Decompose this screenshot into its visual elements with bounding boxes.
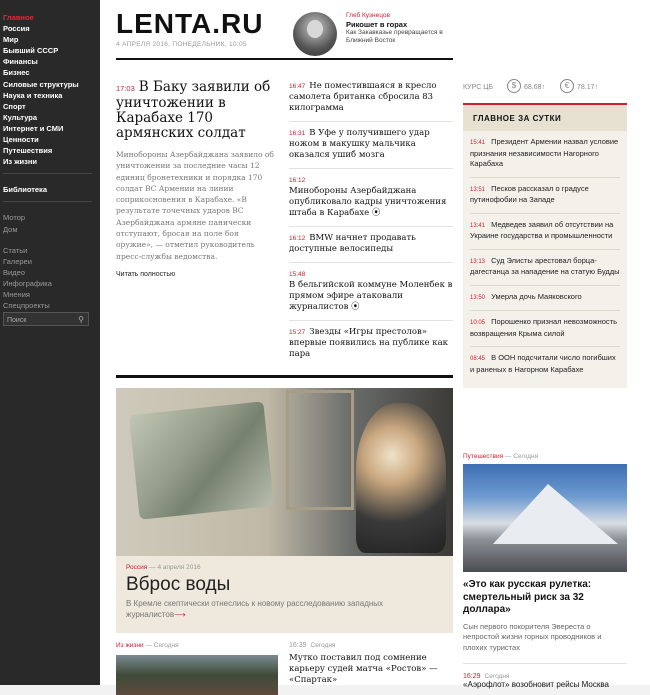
life-rubric bbox=[116, 642, 278, 649]
daily-title[interactable]: Умерла дочь Маяковского bbox=[491, 291, 582, 301]
daily-time: 08:45 bbox=[470, 356, 486, 362]
life-rubric-label[interactable]: Из жизни bbox=[116, 642, 144, 649]
travel-summary: Сын первого покорителя Эвереста о непростой жизни горных проводников и плохих туристах bbox=[463, 621, 602, 652]
nav-item-values[interactable]: Ценности bbox=[3, 135, 39, 145]
author-name[interactable]: Глеб Кузнецов bbox=[346, 12, 390, 19]
news-item[interactable] bbox=[289, 321, 453, 367]
sport-time: 16:39 bbox=[289, 642, 307, 649]
news-item[interactable] bbox=[289, 227, 453, 263]
feature-date: — 4 апреля 2016 bbox=[147, 564, 201, 571]
lead-summary: Минобороны Азербайджана заявило об уничтожении за последние часы 12 единиц бронетехники и порядка 170 солдат ВС Армении на линии соприкосновения в Карабахе. «В результате точечных ударов ВС Азербайджана армяне панически отступают, бросая на поле боя оружие», — отметил руководитель пресс-службы ведомства. bbox=[116, 150, 274, 261]
daily-time: 13:41 bbox=[470, 222, 486, 229]
nav-item-home[interactable]: Дом bbox=[3, 224, 18, 234]
nav-item-infographics[interactable]: Инфографика bbox=[3, 278, 52, 288]
feature-rubric-label[interactable]: Россия bbox=[126, 564, 148, 571]
daily-item[interactable] bbox=[470, 347, 620, 382]
sport-title[interactable]: Мутко поставил под сомнение карьеру судей матча «Ростов» — «Спартак» bbox=[289, 653, 438, 685]
travel-next-item[interactable] bbox=[463, 663, 627, 689]
news-item[interactable] bbox=[289, 169, 453, 227]
news-time: 16:31 bbox=[289, 130, 306, 137]
author-column-subtitle: Как Закавказье превращается в Ближний Восток bbox=[346, 29, 443, 44]
daily-top-block bbox=[463, 103, 627, 388]
divider bbox=[116, 375, 453, 378]
search-input[interactable] bbox=[3, 312, 89, 326]
travel-next-time: 16:29 bbox=[463, 673, 481, 680]
news-title[interactable]: BMW начнет продавать доступные велосипеды bbox=[289, 233, 416, 254]
nav-item-science[interactable]: Наука и техника bbox=[3, 90, 63, 100]
daily-title[interactable]: Песков рассказал о градусе путинофобии на Западе bbox=[470, 183, 589, 204]
banknotes-image bbox=[129, 401, 274, 520]
travel-next-title[interactable]: «Аэрофлот» возобновит рейсы Москва bbox=[463, 680, 609, 689]
picture-frame-image bbox=[286, 390, 354, 510]
feature-image[interactable] bbox=[116, 388, 453, 556]
nav-item-sport[interactable]: Спорт bbox=[3, 101, 26, 111]
author-avatar[interactable] bbox=[293, 12, 337, 56]
dollar-icon: $ bbox=[507, 79, 521, 93]
life-article bbox=[116, 642, 278, 695]
eur-rate: 78.17↑ bbox=[577, 84, 599, 91]
daily-item[interactable] bbox=[470, 178, 620, 214]
news-title[interactable]: Звезды «Игры престолов» впервые появились на публике как пара bbox=[289, 327, 448, 359]
nav-item-travel[interactable]: Путешествия bbox=[3, 146, 53, 156]
nav-item-library[interactable]: Библиотека bbox=[3, 185, 47, 195]
nav-group-formats bbox=[3, 245, 100, 312]
life-image[interactable] bbox=[116, 655, 278, 695]
news-time: 16:12 bbox=[289, 235, 306, 242]
feature-title[interactable]: Вброс воды bbox=[126, 574, 231, 595]
news-title[interactable]: Минобороны Азербайджана опубликовало кадры уничтожения штаба в Карабахе ⦿ bbox=[289, 186, 447, 218]
daily-item[interactable] bbox=[470, 131, 620, 178]
life-date: — Сегодня bbox=[143, 642, 179, 649]
current-date: 4 АПРЕЛЯ 2016, ПОНЕДЕЛЬНИК, 10:05 bbox=[116, 41, 247, 48]
news-time: 15:27 bbox=[289, 329, 306, 336]
daily-title[interactable]: Суд Элисты арестовал борца-дагестанца за нападение на статую Будды bbox=[470, 255, 620, 276]
nav-item-russia[interactable]: Россия bbox=[3, 24, 30, 34]
travel-rubric bbox=[463, 453, 627, 460]
nav-item-security[interactable]: Силовые структуры bbox=[3, 79, 79, 89]
nav-item-finance[interactable]: Финансы bbox=[3, 57, 38, 67]
nav-group-projects bbox=[3, 212, 100, 234]
daily-time: 10:05 bbox=[470, 320, 486, 326]
feature-article[interactable] bbox=[116, 388, 453, 633]
divider bbox=[116, 58, 453, 60]
read-more-link[interactable]: Читать полностью bbox=[116, 270, 176, 278]
nav-item-motor[interactable]: Мотор bbox=[3, 213, 26, 223]
currency-rates bbox=[463, 78, 627, 98]
sidebar bbox=[0, 0, 100, 685]
nav-item-video[interactable]: Видео bbox=[3, 267, 25, 277]
feature-text: В Кремле скептически отнеслись к новому расследованию западных журналистов bbox=[126, 599, 384, 619]
news-time: 16:47 bbox=[289, 83, 306, 90]
sport-date: Сегодня bbox=[310, 642, 336, 649]
lead-headline[interactable] bbox=[116, 80, 276, 141]
news-title[interactable]: В Уфе у получившего удар ножом в макушку мальчика оказался ушиб мозга bbox=[289, 128, 430, 160]
news-time: 16:12 bbox=[289, 177, 306, 184]
arrow-right-icon[interactable]: ⟶ bbox=[174, 610, 186, 619]
divider bbox=[3, 201, 92, 202]
right-column bbox=[463, 78, 627, 388]
travel-date: — Сегодня bbox=[503, 453, 539, 460]
nav-item-galleries[interactable]: Галереи bbox=[3, 256, 32, 266]
daily-time: 13:50 bbox=[470, 294, 486, 301]
sport-meta bbox=[289, 642, 453, 649]
search-placeholder: Поиск bbox=[7, 317, 27, 324]
person-on-phone-image bbox=[356, 403, 446, 553]
travel-title[interactable]: «Это как русская рулетка: смертельный риск за 32 доллара» bbox=[463, 579, 592, 615]
news-item[interactable] bbox=[289, 263, 453, 321]
usd-rate: 68.68↑ bbox=[524, 84, 546, 91]
nav-item-life[interactable]: Из жизни bbox=[3, 157, 37, 167]
mountain-image bbox=[493, 484, 618, 544]
travel-rubric-label[interactable]: Путешествия bbox=[463, 453, 504, 460]
main-content bbox=[100, 0, 650, 689]
divider bbox=[3, 173, 92, 174]
daily-item[interactable] bbox=[470, 250, 620, 286]
nav-item-media[interactable]: Интернет и СМИ bbox=[3, 123, 64, 133]
daily-item[interactable] bbox=[470, 286, 620, 312]
daily-title[interactable]: В ООН подсчитали число погибших и раненых в Нагорном Карабахе bbox=[470, 353, 616, 374]
daily-item[interactable] bbox=[470, 214, 620, 250]
feature-summary bbox=[126, 598, 426, 620]
travel-image[interactable] bbox=[463, 464, 627, 572]
nav-item-former-ussr[interactable]: Бывший СССР bbox=[3, 46, 59, 56]
nav-item-culture[interactable]: Культура bbox=[3, 112, 38, 122]
search-icon[interactable]: ⚲ bbox=[78, 315, 84, 324]
travel-next-date: Сегодня bbox=[484, 673, 510, 680]
daily-time: 13:51 bbox=[470, 186, 486, 193]
daily-title[interactable]: Порошенко признал невозможность возвращения Крыма силой bbox=[470, 317, 618, 338]
author-column-title[interactable]: Рикошет в горах bbox=[346, 20, 408, 29]
daily-title[interactable]: Президент Армении назвал условие признания независимости Нагорного Карабаха bbox=[470, 137, 619, 168]
nav-item-articles[interactable]: Статьи bbox=[3, 245, 28, 255]
travel-article bbox=[463, 453, 627, 689]
news-title[interactable]: В бельгийской коммуне Моленбек в прямом эфире атаковали журналистов ⦿ bbox=[289, 280, 453, 312]
daily-time: 15:41 bbox=[470, 140, 486, 146]
news-time: 15:48 bbox=[289, 271, 306, 278]
sport-article bbox=[289, 642, 453, 686]
news-item[interactable] bbox=[289, 75, 453, 122]
news-feed bbox=[289, 75, 453, 367]
euro-icon: € bbox=[560, 79, 574, 93]
feature-rubric[interactable] bbox=[126, 564, 201, 571]
news-item[interactable] bbox=[289, 122, 453, 169]
lead-article bbox=[116, 80, 276, 278]
nav-item-world[interactable]: Мир bbox=[3, 35, 19, 45]
nav-item-opinions[interactable]: Мнения bbox=[3, 289, 30, 299]
daily-time: 13:13 bbox=[470, 258, 486, 265]
rates-label: КУРС ЦБ bbox=[463, 84, 493, 91]
lead-title[interactable]: В Баку заявили об уничтожении в Карабахе 170 армянских солдат bbox=[116, 79, 271, 141]
nav-item-special[interactable]: Спецпроекты bbox=[3, 301, 50, 311]
daily-item[interactable] bbox=[470, 311, 620, 347]
nav-item-main[interactable]: Главное bbox=[3, 13, 34, 22]
daily-top-title: ГЛАВНОЕ ЗА СУТКИ bbox=[463, 105, 627, 131]
news-title[interactable]: Не поместившаяся в кресло самолета британка сбросила 83 килограмма bbox=[289, 81, 437, 113]
nav-item-business[interactable]: Бизнес bbox=[3, 68, 30, 78]
daily-title[interactable]: Медведев заявил об отсутствии на Украине государства и промышленности bbox=[470, 219, 614, 240]
lead-time: 17:03 bbox=[116, 84, 135, 93]
site-logo[interactable]: LENTA.RU bbox=[116, 8, 264, 39]
